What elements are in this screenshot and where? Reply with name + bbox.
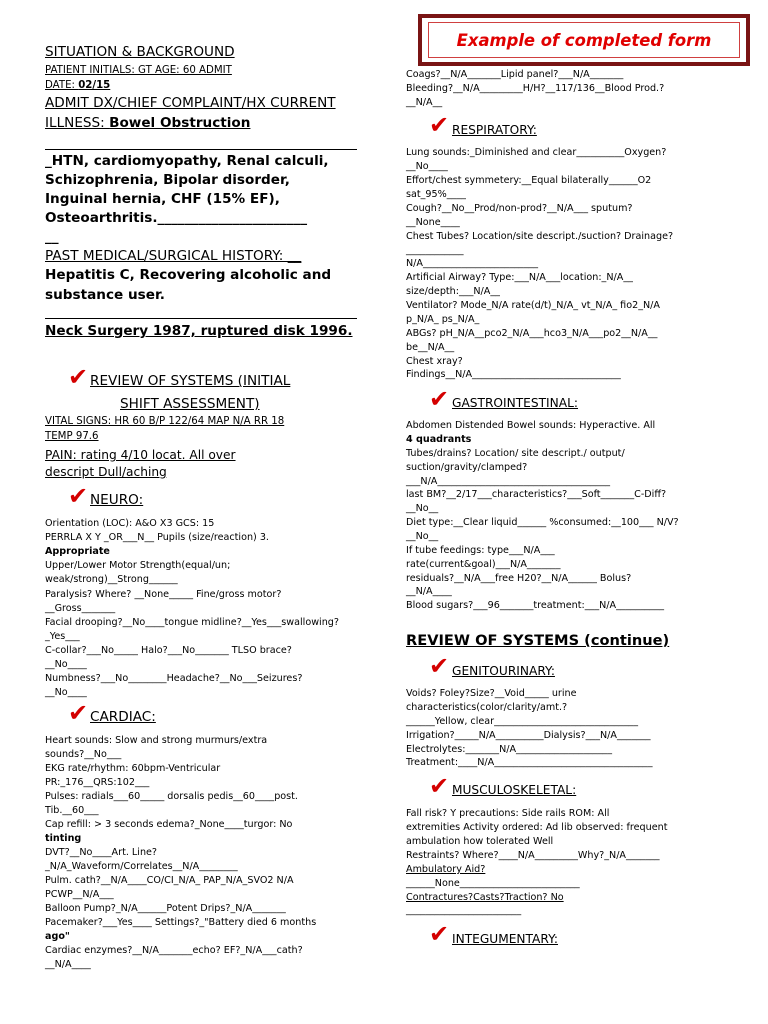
ros-title-2: SHIFT ASSESSMENT): [120, 396, 260, 412]
section-title-situation: SITUATION & BACKGROUND: [45, 44, 235, 60]
neuro-title: NEURO:: [90, 492, 144, 508]
history-line: Schizophrenia, Bipolar disorder,: [45, 172, 290, 188]
cardiac-line: PCWP__N/A___: [45, 889, 114, 900]
pmh-label: PAST MEDICAL/SURGICAL HISTORY: __: [45, 248, 302, 264]
resp-line: Chest Tubes? Location/site descript./suction? Drainage?: [406, 231, 674, 242]
gu-title: GENITOURINARY:: [452, 664, 555, 678]
gi-line: residuals?__N/A___free H20?__N/A______ Bolus?: [406, 573, 632, 584]
msk-line: extremities Activity ordered: Ad lib observed: frequent: [406, 822, 668, 833]
gi-line: Tubes/drains? Location/ site descript./ output/: [406, 448, 625, 459]
cardiac-line: DVT?__No____Art. Line?: [45, 847, 158, 858]
cardiac-line: Tib.__60___: [45, 805, 99, 816]
resp-line: Lung sounds:_Diminished and clear__________Oxygen?: [406, 147, 667, 158]
gu-line: Voids? Foley?Size?__Void_____ urine: [406, 688, 577, 699]
gi-line: Blood sugars?___96_______treatment:___N/A__________: [406, 600, 665, 611]
gi-line: __N/A____: [406, 586, 452, 597]
coag-line: Bleeding?__N/A_________H/H?__117/136__Blood Prod.?: [406, 83, 665, 94]
history-line: __: [45, 229, 59, 245]
neuro-line: Orientation (LOC): A&O X3 GCS: 15: [45, 518, 215, 529]
gi-line: __No__: [406, 503, 439, 514]
neuro-line: PERRLA X Y _OR___N__ Pupils (size/reaction) 3.: [45, 532, 269, 543]
check-icon: ✔: [68, 482, 89, 510]
neuro-line: Paralysis? Where? __None_____ Fine/gross motor?: [45, 589, 282, 600]
gu-line: Irrigation?_____N/A__________Dialysis?___N/A_______: [406, 730, 651, 741]
msk-line: Restraints? Where?____N/A_________Why?_N/A_______: [406, 850, 660, 861]
msk-title: MUSCULOSKELETAL:: [452, 783, 577, 797]
cardiac-line: ago": [45, 931, 70, 942]
resp-line: p_N/A_ ps_N/A_: [406, 314, 480, 325]
date-label: DATE:: [45, 80, 79, 91]
coag-line: Coags?__N/A_______Lipid panel?___N/A_______: [406, 69, 624, 80]
gi-line: If tube feedings: type___N/A___: [406, 545, 555, 556]
gi-line: Diet type:__Clear liquid______ %consumed:__100___ N/V?: [406, 517, 679, 528]
history-line: _HTN, cardiomyopathy, Renal calculi,: [45, 153, 329, 169]
pmh-line: substance user.: [45, 287, 165, 303]
gi-line: last BM?__2/17___characteristics?___Soft_______C-Diff?: [406, 489, 667, 500]
cardiac-line: Pulses: radials___60_____ dorsalis pedis__60____post.: [45, 791, 298, 802]
gu-line: ______Yellow, clear______________________________: [406, 716, 638, 727]
pain-line: PAIN: rating 4/10 locat. All over: [45, 448, 236, 462]
gu-line: characteristics(color/clarity/amt.?: [406, 702, 568, 713]
integumentary-title: INTEGUMENTARY:: [452, 932, 559, 946]
ros-title: REVIEW OF SYSTEMS (INITIAL: [90, 373, 291, 389]
resp-line: ____________: [406, 245, 464, 256]
illness-value: Bowel Obstruction: [109, 115, 251, 131]
resp-line: __No____: [406, 161, 448, 172]
history-line: Inguinal hernia, CHF (15% EF),: [45, 191, 280, 207]
gi-line: Abdomen Distended Bowel sounds: Hyperactive. All: [406, 420, 656, 431]
resp-line: Ventilator? Mode_N/A rate(d/t)_N/A_ vt_N/A_ fio2_N/A: [406, 300, 660, 311]
vitals-line: VITAL SIGNS: HR 60 B/P 122/64 MAP N/A RR 18: [45, 416, 285, 427]
gi-line: ___N/A____________________________________: [406, 476, 611, 487]
resp-line: N/A________________________: [406, 258, 539, 269]
msk-line: Ambulatory Aid?: [406, 864, 486, 875]
gi-title: GASTROINTESTINAL:: [452, 396, 579, 410]
resp-line: be__N/A__: [406, 342, 455, 353]
history-line: Osteoarthritis.______________________: [45, 210, 308, 226]
msk-line: Contractures?Casts?Traction? No: [406, 892, 564, 903]
resp-line: Cough?__No__Prod/non-prod?__N/A___ sputum?: [406, 203, 633, 214]
pain-line: descript Dull/aching: [45, 465, 167, 479]
resp-line: __None____: [406, 217, 460, 228]
neuro-line: C-collar?___No_____ Halo?___No_______ TLSO brace?: [45, 645, 292, 656]
pmh-line: Hepatitis C, Recovering alcoholic and: [45, 267, 332, 283]
cardiac-line: Balloon Pump?_N/A______Potent Drips?_N/A_______: [45, 903, 286, 914]
date-value: 02/15: [78, 80, 111, 91]
resp-line: sat_95%____: [406, 189, 466, 200]
gi-line: __No__: [406, 531, 439, 542]
check-icon: ✔: [429, 772, 450, 800]
neuro-line: Upper/Lower Motor Strength(equal/un;: [45, 560, 231, 571]
check-icon: ✔: [68, 699, 89, 727]
check-icon: ✔: [429, 652, 450, 680]
cardiac-line: EKG rate/rhythm: 60bpm-Ventricular: [45, 763, 221, 774]
resp-line: Chest xray?: [406, 356, 463, 367]
patient-line: PATIENT INITIALS: GT AGE: 60 ADMIT: [45, 65, 232, 76]
rule: [45, 318, 357, 319]
neuro-line: __Gross_______: [45, 603, 116, 614]
neuro-line: __No____: [45, 659, 87, 670]
check-icon: ✔: [429, 920, 450, 948]
msk-line: ambulation how tolerated Well: [406, 836, 554, 847]
cardiac-line: Pulm. cath?__N/A____CO/CI_N/A_ PAP_N/A_SVO2 N/A: [45, 875, 294, 886]
msk-line: ________________________: [406, 905, 522, 916]
check-icon: ✔: [68, 363, 89, 391]
illness-line: [45, 116, 250, 132]
neuro-line: Numbness?___No________Headache?__No___Seizures?: [45, 673, 303, 684]
neuro-line: _Yes___: [45, 631, 80, 642]
banner-text: Example of completed form: [456, 30, 712, 50]
date-line: [45, 80, 110, 92]
cardiac-line: sounds?__No___: [45, 749, 122, 760]
example-banner: [418, 14, 750, 66]
cardiac-title: CARDIAC:: [90, 709, 156, 725]
cardiac-line: Cardiac enzymes?__N/A_______echo? EF?_N/A___cath?: [45, 945, 303, 956]
resp-line: Artificial Airway? Type:___N/A___location:_N/A__: [406, 272, 633, 283]
gu-line: Treatment:____N/A_________________________________: [406, 757, 653, 768]
check-icon: ✔: [429, 385, 450, 413]
pmh-line: Neck Surgery 1987, ruptured disk 1996.: [45, 323, 353, 339]
resp-line: Findings__N/A_______________________________: [406, 369, 621, 380]
neuro-line: weak/strong)__Strong______: [45, 574, 178, 585]
rule: [45, 149, 357, 150]
gi-line: rate(current&goal)___N/A_______: [406, 559, 561, 570]
vitals-line: TEMP 97.6: [45, 431, 99, 442]
gi-line: suction/gravity/clamped?: [406, 462, 528, 473]
gu-line: Electrolytes:_______N/A____________________: [406, 744, 612, 755]
admit-label: ADMIT DX/CHIEF COMPLAINT/HX CURRENT: [45, 95, 336, 111]
respiratory-title: RESPIRATORY:: [452, 123, 537, 137]
neuro-line: __No____: [45, 687, 87, 698]
check-icon: ✔: [429, 111, 450, 139]
coag-line: __N/A__: [406, 97, 443, 108]
resp-line: Effort/chest symmetery:__Equal bilaterally______O2: [406, 175, 652, 186]
cardiac-line: Cap refill: > 3 seconds edema?_None____turgor: No: [45, 819, 293, 830]
gi-line: 4 quadrants: [406, 434, 472, 445]
cardiac-line: _N/A_Waveform/Correlates__N/A________: [45, 861, 238, 872]
resp-line: ABGs? pH_N/A__pco2_N/A___hco3_N/A___po2__N/A__: [406, 328, 658, 339]
ros-continue-title: REVIEW OF SYSTEMS (continue): [406, 632, 670, 649]
cardiac-line: PR:_176__QRS:102___: [45, 777, 150, 788]
resp-line: size/depth:___N/A__: [406, 286, 500, 297]
msk-line: ______None_________________________: [406, 878, 580, 889]
illness-label: ILLNESS:: [45, 115, 110, 131]
cardiac-line: __N/A____: [45, 959, 91, 970]
msk-line: Fall risk? Y precautions: Side rails ROM: All: [406, 808, 610, 819]
cardiac-line: tinting: [45, 833, 82, 844]
cardiac-line: Pacemaker?___Yes____ Settings?_"Battery died 6 months: [45, 917, 317, 928]
neuro-line: Appropriate: [45, 546, 110, 557]
cardiac-line: Heart sounds: Slow and strong murmurs/extra: [45, 735, 268, 746]
neuro-line: Facial drooping?__No____tongue midline?__Yes___swallowing?: [45, 617, 339, 628]
